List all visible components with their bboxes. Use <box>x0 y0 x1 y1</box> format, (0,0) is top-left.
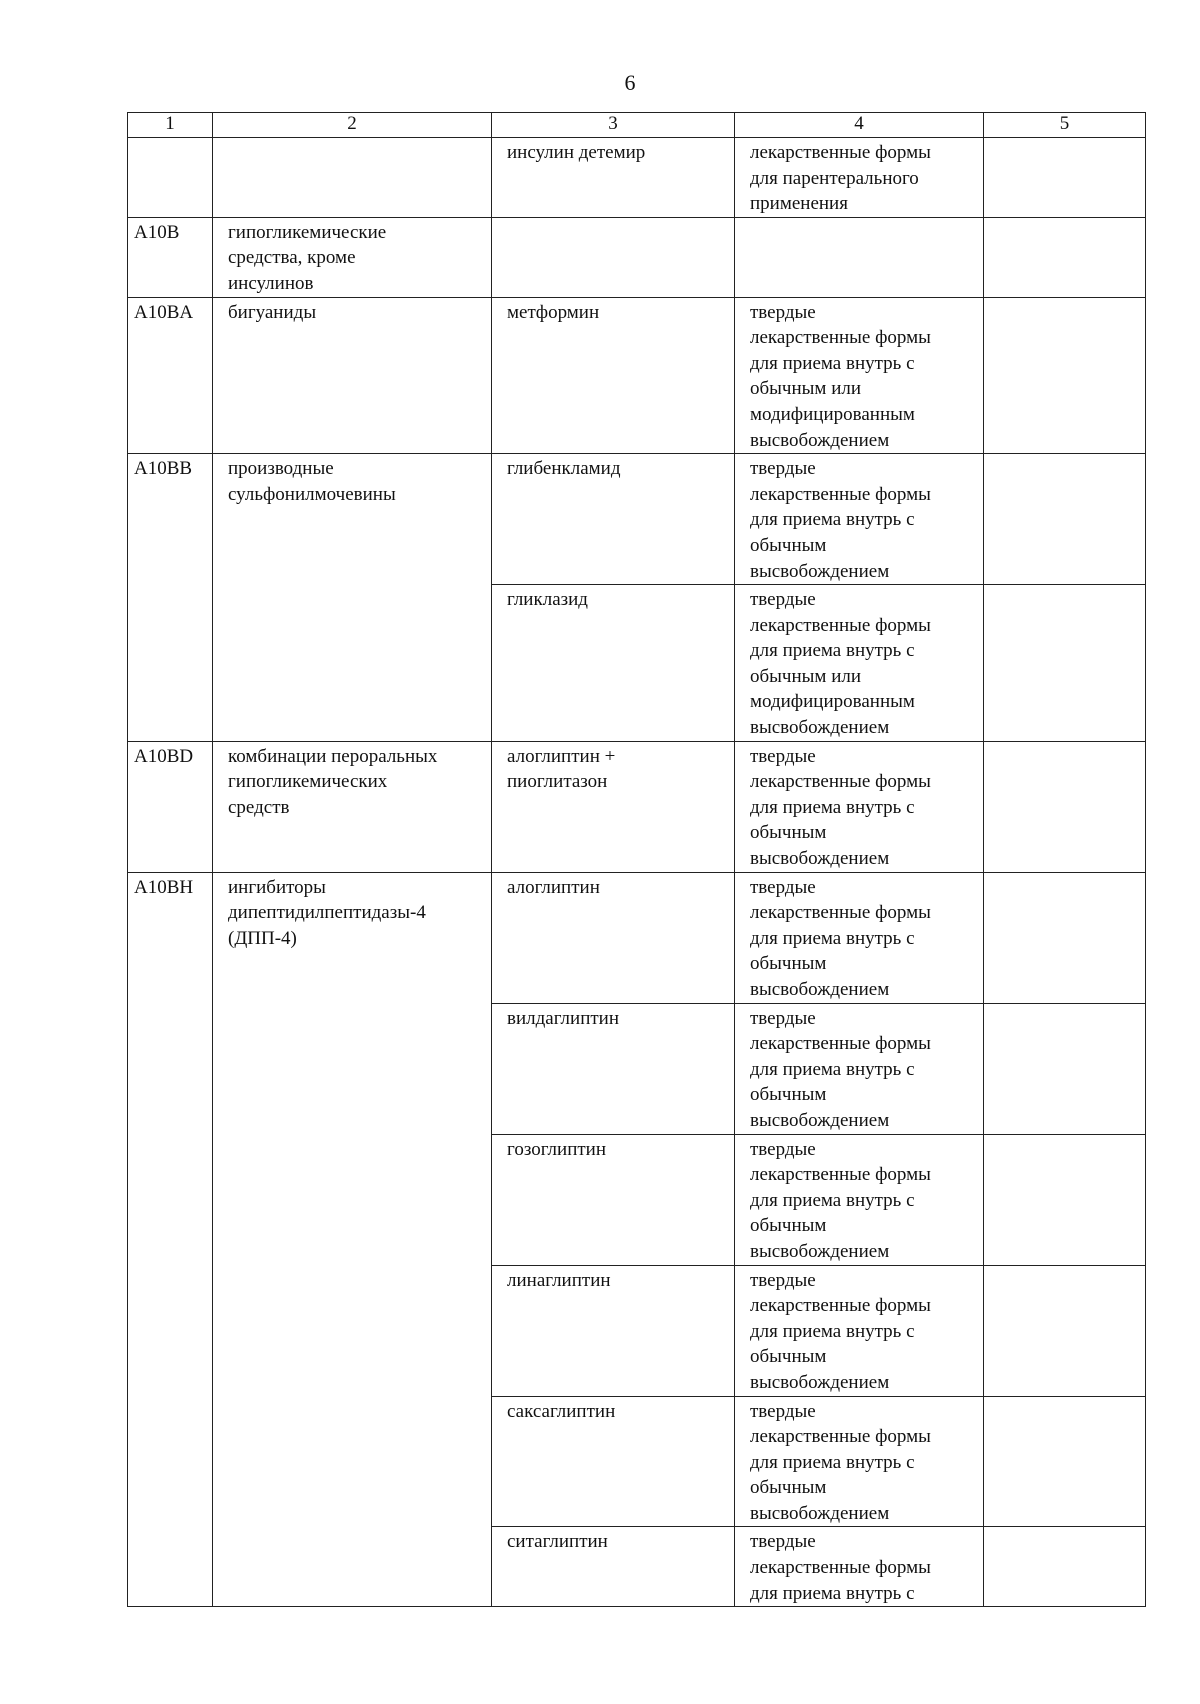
notes-cell <box>984 872 1146 1003</box>
drug-name-cell: гликлазид <box>492 585 735 742</box>
group-name-cell: производные сульфонилмочевины <box>213 454 492 742</box>
group-name-cell: ингибиторы дипептидилпептидазы-4 (ДПП-4) <box>213 872 492 1607</box>
page-number: 6 <box>624 70 636 95</box>
atc-code-cell <box>128 138 213 218</box>
drug-name-cell: линаглиптин <box>492 1265 735 1396</box>
dosage-form-cell: твердые лекарственные формы для приема внутрь с обычным высвобождением <box>735 1003 984 1134</box>
drug-name-cell: вилдаглиптин <box>492 1003 735 1134</box>
notes-cell <box>984 217 1146 297</box>
notes-cell <box>984 1396 1146 1527</box>
dosage-form-cell <box>735 217 984 297</box>
column-header-1: 1 <box>128 113 213 138</box>
dosage-form-cell: твердые лекарственные формы для приема внутрь с обычным высвобождением <box>735 454 984 585</box>
notes-cell <box>984 1003 1146 1134</box>
table-row <box>128 297 1146 454</box>
column-header-2: 2 <box>213 113 492 138</box>
drug-name-cell: ситаглиптин <box>492 1527 735 1607</box>
drug-table <box>127 112 1146 1607</box>
atc-code-cell: A10BB <box>128 454 213 742</box>
atc-code-cell: A10BA <box>128 297 213 454</box>
dosage-form-cell: твердые лекарственные формы для приема внутрь с обычным высвобождением <box>735 872 984 1003</box>
notes-cell <box>984 741 1146 872</box>
drug-name-cell: гозоглиптин <box>492 1134 735 1265</box>
atc-code-cell: A10B <box>128 217 213 297</box>
table-row <box>128 217 1146 297</box>
table-row <box>128 872 1146 1003</box>
dosage-form-cell: твердые лекарственные формы для приема внутрь с обычным или модифицированным высвобождением <box>735 297 984 454</box>
table-row <box>128 741 1146 872</box>
notes-cell <box>984 138 1146 218</box>
group-name-cell: гипогликемические средства, кроме инсулинов <box>213 217 492 297</box>
dosage-form-cell: твердые лекарственные формы для приема внутрь с обычным или модифицированным высвобождением <box>735 585 984 742</box>
table-row <box>128 138 1146 218</box>
drug-name-cell: саксаглиптин <box>492 1396 735 1527</box>
drug-name-cell: инсулин детемир <box>492 138 735 218</box>
dosage-form-cell: твердые лекарственные формы для приема внутрь с <box>735 1527 984 1607</box>
group-name-cell: бигуаниды <box>213 297 492 454</box>
atc-code-cell: A10BD <box>128 741 213 872</box>
column-header-4: 4 <box>735 113 984 138</box>
drug-name-cell: глибенкламид <box>492 454 735 585</box>
group-name-cell <box>213 138 492 218</box>
column-header-3: 3 <box>492 113 735 138</box>
table-header-row <box>128 113 1146 138</box>
drug-name-cell: алоглиптин <box>492 872 735 1003</box>
notes-cell <box>984 454 1146 585</box>
group-name-cell: комбинации пероральных гипогликемических средств <box>213 741 492 872</box>
notes-cell <box>984 297 1146 454</box>
atc-code-cell: A10BH <box>128 872 213 1607</box>
dosage-form-cell: лекарственные формы для парентерального применения <box>735 138 984 218</box>
column-header-5: 5 <box>984 113 1146 138</box>
dosage-form-cell: твердые лекарственные формы для приема внутрь с обычным высвобождением <box>735 1134 984 1265</box>
dosage-form-cell: твердые лекарственные формы для приема внутрь с обычным высвобождением <box>735 1265 984 1396</box>
notes-cell <box>984 1134 1146 1265</box>
drug-name-cell: алоглиптин + пиоглитазон <box>492 741 735 872</box>
notes-cell <box>984 585 1146 742</box>
drug-name-cell: метформин <box>492 297 735 454</box>
drug-name-cell <box>492 217 735 297</box>
table-row <box>128 454 1146 585</box>
notes-cell <box>984 1527 1146 1607</box>
dosage-form-cell: твердые лекарственные формы для приема внутрь с обычным высвобождением <box>735 741 984 872</box>
notes-cell <box>984 1265 1146 1396</box>
dosage-form-cell: твердые лекарственные формы для приема внутрь с обычным высвобождением <box>735 1396 984 1527</box>
